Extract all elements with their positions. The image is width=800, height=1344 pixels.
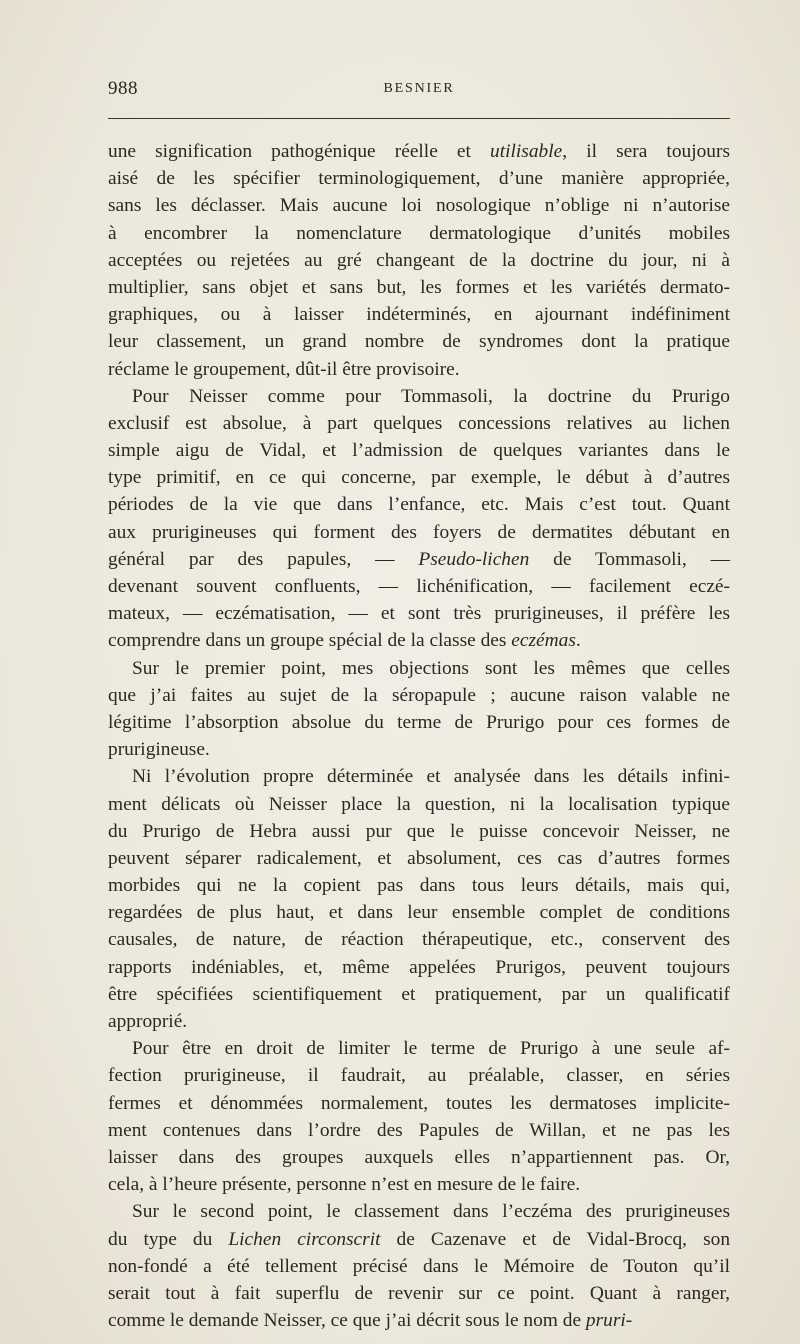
text-line	[108, 791, 730, 818]
text-line	[108, 165, 730, 192]
text-run: aux prurigineuses qui forment des foyers de dermatites débutant en	[108, 521, 730, 543]
text-run: fermes et dénommées normalement, toutes les dermatoses implicite-	[108, 1092, 730, 1114]
text-run: devenant souvent confluents, — lichénification, — facilement eczé-	[108, 576, 730, 597]
running-head: BESNIER	[383, 81, 455, 96]
text-line	[108, 220, 730, 247]
text-line	[108, 1035, 730, 1062]
text-line	[108, 818, 730, 845]
text-run: réclame le groupement, dût-il être provisoire.	[108, 358, 460, 380]
text-run: leur classement, un grand nombre de syndromes dont la pratique	[108, 331, 730, 353]
text-run: que j’ai faites au sujet de la séropapule ; aucune raison valable ne	[108, 684, 730, 706]
text-run: légitime l’absorption absolue du terme de Prurigo pour ces formes de	[108, 711, 730, 733]
text-line	[108, 519, 730, 546]
text-run: cela, à l’heure présente, personne n’est en mesure de le faire.	[108, 1174, 581, 1196]
italic-term: Lichen circonscrit	[228, 1228, 381, 1250]
text-line	[108, 437, 730, 464]
text-run: du Prurigo de Hebra aussi pur que le puisse concevoir Neisser, ne	[108, 820, 730, 842]
paragraph	[108, 1035, 730, 1198]
text-line	[108, 736, 730, 763]
text-run: non-fondé a été tellement précisé dans le Mémoire de Touton qu’il	[108, 1255, 730, 1277]
text-line	[108, 1090, 730, 1117]
text-line	[108, 627, 730, 654]
text-line	[108, 682, 730, 709]
text-line	[108, 926, 730, 953]
text-run: graphiques, ou à laisser indéterminés, en ajournant indéfiniment	[108, 304, 730, 326]
text-line	[108, 546, 730, 573]
text-line	[108, 274, 730, 301]
italic-term: utilisable	[490, 141, 563, 162]
italic-term: pruri-	[585, 1310, 633, 1332]
text-line	[108, 954, 730, 981]
text-line	[108, 1144, 730, 1171]
text-line	[108, 1117, 730, 1144]
text-line	[108, 709, 730, 736]
text-line	[108, 1062, 730, 1089]
text-line	[108, 981, 730, 1008]
text-run: Sur le second point, le classement dans l’eczéma des prurigineuses	[132, 1201, 730, 1223]
text-run: sans les déclasser. Mais aucune loi nosologique n’oblige ni n’autorise	[108, 195, 730, 217]
paragraph	[108, 1198, 730, 1334]
text-run: de Tommasoli, —	[529, 548, 730, 570]
text-run: comme le demande Neisser, ce que j’ai décrit sous le nom de	[108, 1310, 586, 1332]
text-run: Sur le premier point, mes objections sont les mêmes que celles	[132, 657, 730, 679]
text-line	[108, 301, 730, 328]
text-line	[108, 1008, 730, 1035]
text-run: ment délicats où Neisser place la question, ni la localisation typique	[108, 793, 730, 815]
text-run: de Cazenave et de Vidal-Brocq, son	[380, 1228, 731, 1250]
text-line	[108, 899, 730, 926]
text-run: simple aigu de Vidal, et l’admission de quelques variantes dans le	[108, 440, 730, 462]
text-run: approprié.	[108, 1011, 188, 1032]
text-run: aisé de les spécifier terminologiquement, d’une manière appropriée,	[108, 168, 730, 190]
text-line	[108, 600, 730, 627]
text-line	[108, 328, 730, 355]
text-run: Pour être en droit de limiter le terme de Prurigo à une seule af-	[132, 1038, 730, 1060]
text-line	[108, 1307, 730, 1334]
text-line	[108, 383, 730, 410]
text-line	[108, 763, 730, 790]
text-line	[108, 1198, 730, 1225]
text-run: , il sera toujours	[562, 141, 730, 162]
text-run: du type du	[108, 1228, 229, 1250]
text-line	[108, 1280, 730, 1307]
text-run: fection prurigineuse, il faudrait, au préalable, classer, en séries	[108, 1065, 730, 1087]
text-run: laisser dans des groupes auxquels elles n’appartiennent pas. Or,	[108, 1146, 730, 1168]
text-line	[108, 1171, 730, 1198]
text-run: peuvent séparer radicalement, et absolument, ces cas d’autres formes	[108, 847, 730, 869]
paragraph	[108, 763, 730, 1035]
text-run: rapports indéniables, et, même appelées Prurigos, peuvent toujours	[108, 956, 730, 978]
paragraph	[108, 655, 730, 764]
text-line	[108, 410, 730, 437]
text-run: Ni l’évolution propre déterminée et analysée dans les détails infini-	[132, 766, 730, 788]
header-rule	[108, 118, 730, 119]
text-line	[108, 138, 730, 165]
text-run: multiplier, sans objet et sans but, les formes et les variétés dermato-	[108, 276, 730, 298]
text-line	[108, 1226, 730, 1253]
text-run: .	[575, 630, 581, 652]
body-text	[108, 138, 730, 1334]
text-run: périodes de la vie que dans l’enfance, etc. Mais c’est tout. Quant	[108, 494, 730, 516]
text-run: ment contenues dans l’ordre des Papules de Willan, et ne pas les	[108, 1119, 730, 1141]
text-run: prurigineuse.	[108, 739, 210, 761]
text-line	[108, 247, 730, 274]
text-line	[108, 192, 730, 219]
text-line	[108, 464, 730, 491]
text-run: type primitif, en ce qui concerne, par exemple, le début à d’autres	[108, 467, 730, 489]
page-header	[108, 78, 730, 102]
text-line	[108, 491, 730, 518]
text-run: morbides qui ne la copient pas dans tous leurs détails, mais qui,	[108, 875, 730, 897]
text-line	[108, 356, 730, 383]
text-run: général par des papules, —	[108, 548, 419, 570]
text-line	[108, 1253, 730, 1280]
text-run: acceptées ou rejetées au gré changeant de la doctrine du jour, ni à	[108, 249, 730, 271]
text-run: être spécifiées scientifiquement et pratiquement, par un qualificatif	[108, 983, 730, 1005]
text-run: regardées de plus haut, et dans leur ensemble complet de conditions	[108, 902, 730, 924]
text-run: à encombrer la nomenclature dermatologique d’unités mobiles	[108, 222, 730, 244]
italic-term: eczémas	[511, 630, 576, 652]
text-line	[108, 573, 730, 600]
text-run: comprendre dans un groupe spécial de la classe des	[108, 630, 512, 652]
text-run: exclusif est absolue, à part quelques concessions relatives au lichen	[108, 412, 730, 434]
text-line	[108, 845, 730, 872]
paragraph	[108, 383, 730, 655]
italic-term: Pseudo-lichen	[418, 548, 530, 570]
text-run: serait tout à fait superflu de revenir sur ce point. Quant à ranger,	[108, 1282, 730, 1304]
text-line	[108, 655, 730, 682]
text-run: causales, de nature, de réaction thérapeutique, etc., conservent des	[108, 929, 730, 951]
paragraph	[108, 138, 730, 383]
text-run: Pour Neisser comme pour Tommasoli, la doctrine du Prurigo	[132, 385, 730, 407]
text-line	[108, 872, 730, 899]
text-run: mateux, — eczématisation, — et sont très prurigineuses, il préfère les	[108, 603, 730, 625]
page-number: 988	[108, 78, 138, 99]
text-run: une signification pathogénique réelle et	[108, 141, 491, 162]
